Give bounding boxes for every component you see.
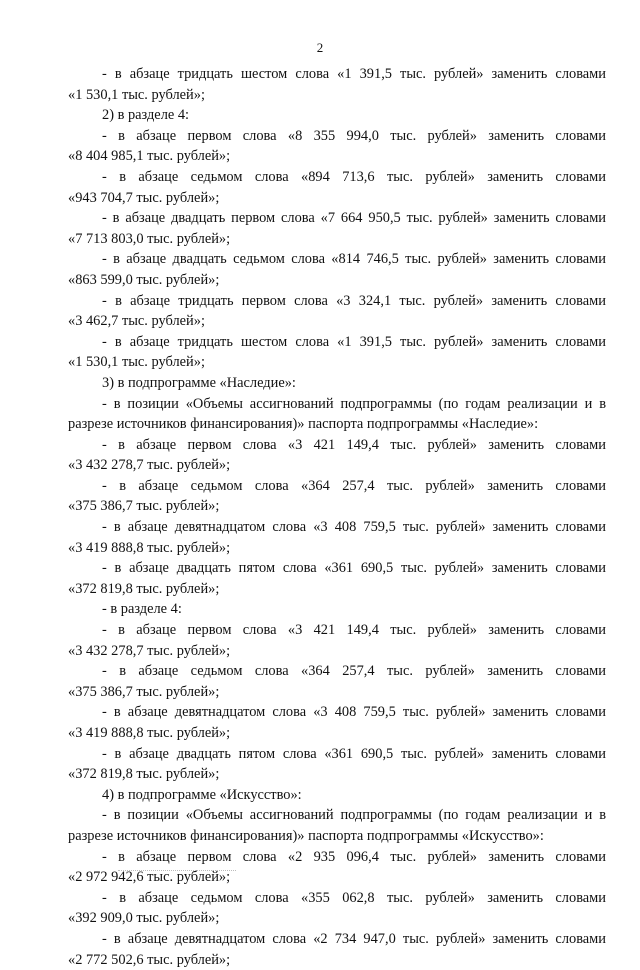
document-line: «372 819,8 тыс. рублей»; — [68, 580, 220, 597]
document-line: - в абзаце первом слова «3 421 149,4 тыс. рублей» заменить словами — [102, 622, 606, 639]
document-line: «3 419 888,8 тыс. рублей»; — [68, 725, 231, 741]
document-line: «392 909,0 тыс. рублей»; — [68, 910, 220, 927]
document-line: «3 419 888,8 тыс. рублей»; — [68, 539, 231, 556]
document-line: «3 432 278,7 тыс. рублей»; — [68, 642, 231, 659]
document-line: разрезе источников финансирования)» паспорта подпрограммы «Наследие»: — [68, 416, 539, 433]
document-line: разрезе источников финансирования)» паспорта подпрограммы «Искусство»: — [68, 827, 544, 844]
document-line: - в абзаце седьмом слова «364 257,4 тыс. рублей» заменить словами — [102, 663, 606, 680]
document-line: - в позиции «Объемы ассигнований подпрограммы (по годам реализации и в — [102, 807, 606, 824]
document-line: - в абзаце седьмом слова «894 713,6 тыс. рублей» заменить словами — [102, 168, 606, 185]
document-line: 2) в разделе 4: — [102, 107, 190, 124]
document-line: «1 530,1 тыс. рублей»; — [68, 354, 205, 371]
document-line: «2 972 942,6 тыс. рублей»; — [68, 869, 231, 886]
document-line: 4) в подпрограмме «Искусство»: — [102, 786, 302, 803]
document-line: - в абзаце двадцать первом слова «7 664 950,5 тыс. рублей» заменить словами — [102, 210, 606, 227]
document-line: «3 432 278,7 тыс. рублей»; — [68, 457, 231, 474]
document-line: «372 819,8 тыс. рублей»; — [68, 766, 220, 783]
document-line: - в абзаце девятнадцатом слова «2 734 947,0 тыс. рублей» заменить словами — [102, 930, 606, 947]
document-line: «8 404 985,1 тыс. рублей»; — [68, 148, 231, 165]
document-line: - в абзаце седьмом слова «364 257,4 тыс. рублей» заменить словами — [102, 477, 606, 494]
page-number: 2 — [316, 40, 324, 55]
document-line: - в абзаце тридцать шестом слова «1 391,5 тыс. рублей» заменить словами — [102, 333, 606, 350]
document-line: - в абзаце тридцать шестом слова «1 391,5 тыс. рублей» заменить словами — [102, 66, 606, 82]
document-line: - в разделе 4: — [102, 601, 182, 618]
document-line: - в абзаце первом слова «2 935 096,4 тыс. рублей» заменить словами — [102, 848, 606, 865]
document-line: - в абзаце двадцать седьмом слова «814 746,5 тыс. рублей» заменить словами — [102, 251, 606, 268]
document-line: «375 386,7 тыс. рублей»; — [68, 683, 220, 700]
document-line: - в абзаце первом слова «3 421 149,4 тыс. рублей» заменить словами — [102, 436, 606, 453]
document-line: «375 386,7 тыс. рублей»; — [68, 498, 220, 515]
document-line: - в абзаце тридцать первом слова «3 324,1 тыс. рублей» заменить словами — [102, 292, 606, 309]
document-line: - в абзаце седьмом слова «355 062,8 тыс. рублей» заменить словами — [102, 889, 606, 906]
document-body — [68, 64, 606, 970]
document-line: - в абзаце двадцать пятом слова «361 690,5 тыс. рублей» заменить словами — [102, 560, 606, 577]
document-line: - в абзаце девятнадцатом слова «3 408 759,5 тыс. рублей» заменить словами — [102, 704, 606, 721]
document-line: «2 772 502,6 тыс. рублей»; — [68, 951, 231, 968]
document-line: 3) в подпрограмме «Наследие»: — [102, 374, 296, 391]
document-line: «7 713 803,0 тыс. рублей»; — [68, 230, 231, 247]
document-line: «1 530,1 тыс. рублей»; — [68, 86, 205, 103]
document-line: - в абзаце первом слова «8 355 994,0 тыс. рублей» заменить словами — [102, 127, 606, 144]
document-line: - в абзаце двадцать пятом слова «361 690,5 тыс. рублей» заменить словами — [102, 745, 606, 762]
document-line: «943 704,7 тыс. рублей»; — [68, 189, 220, 206]
document-line: «3 462,7 тыс. рублей»; — [68, 313, 205, 330]
document-line: - в абзаце девятнадцатом слова «3 408 759,5 тыс. рублей» заменить словами — [102, 519, 606, 536]
document-line: «863 599,0 тыс. рублей»; — [68, 271, 220, 288]
scan-artifact-line — [118, 870, 236, 874]
document-line: - в позиции «Объемы ассигнований подпрограммы (по годам реализации и в — [102, 395, 606, 412]
